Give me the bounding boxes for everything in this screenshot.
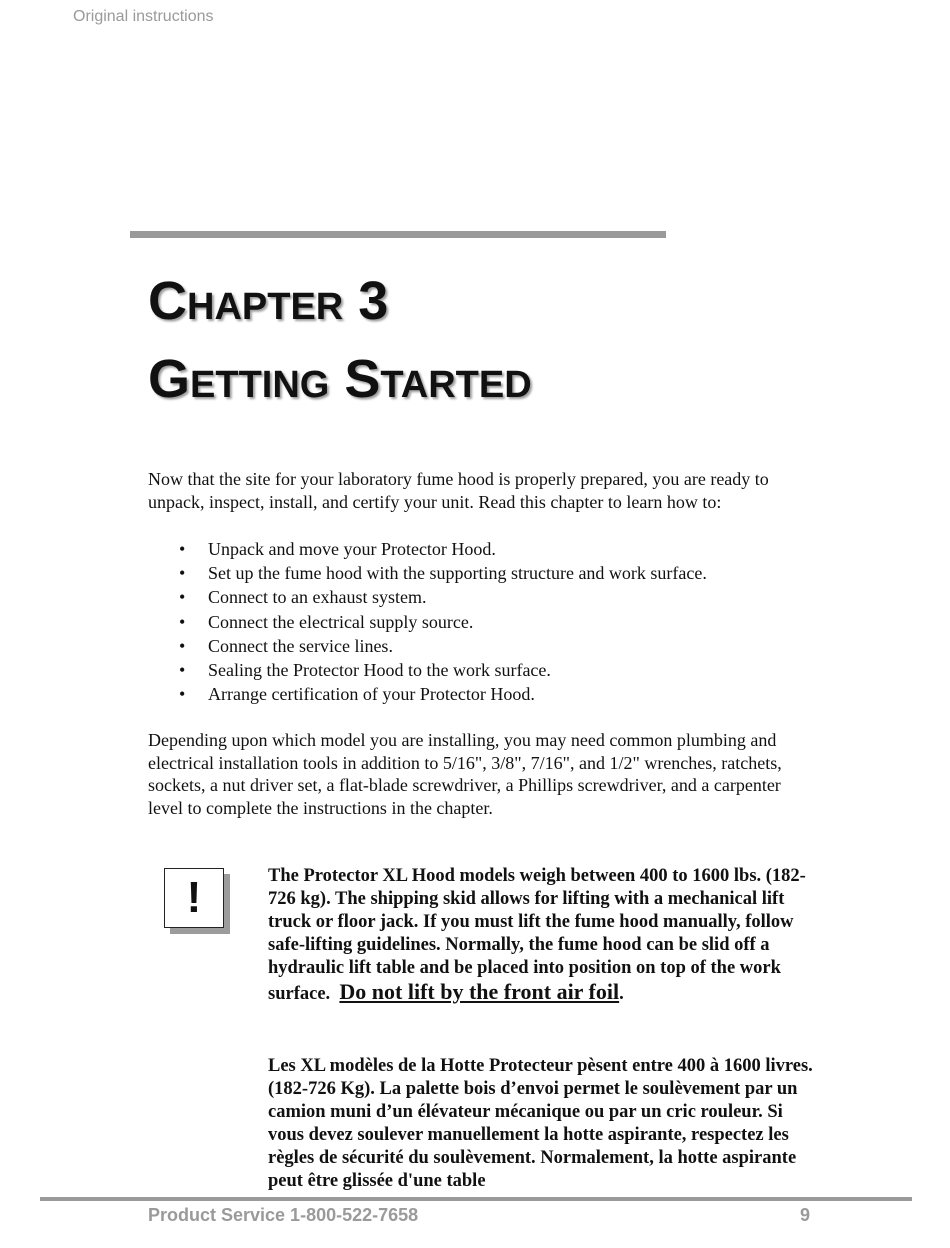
chapter-title-heading — [148, 349, 532, 409]
chapter-rule — [130, 231, 666, 238]
list-item-text: Connect to an exhaust system. — [208, 587, 427, 608]
heading-cap-c: C — [148, 271, 187, 331]
list-item-text: Connect the electrical supply source. — [208, 611, 474, 632]
list-item — [148, 585, 808, 609]
heading-rest-hapter: HAPTER — [187, 286, 344, 328]
warning-french: Les XL modèles de la Hotte Protecteur pèsent entre 400 à 1600 livres. (182-726 Kg). La palette bois d’envoi permet le soulèvement par un camion muni d’un élévateur mécanique ou par un cric rouleur. Si vous devez soulever manuellement la hotte aspirante, respectez les règles de sécurité du soulèvement. Normalement, la hotte aspirante peut être glissée d'une table — [268, 1056, 813, 1191]
heading-rest-tarted: TARTED — [380, 364, 532, 406]
list-item-text: Unpack and move your Protector Hood. — [208, 539, 496, 559]
task-list — [148, 537, 808, 706]
heading-chapter-number: 3 — [358, 271, 389, 331]
list-item — [148, 561, 808, 585]
chapter-number-heading — [148, 271, 389, 331]
intro-paragraph: Now that the site for your laboratory fume hood is properly prepared, you are ready to unpack, inspect, install, and certify your unit. Read this chapter to learn how to: — [148, 469, 769, 512]
list-item — [148, 682, 808, 706]
warning-english-end: . — [619, 984, 624, 1004]
list-item-text: Arrange certification of your Protector Hood. — [208, 684, 535, 705]
warning-exclamation-icon: ! — [164, 868, 224, 928]
bullet-icon: • — [179, 635, 186, 656]
heading-rest-etting: ETTING — [190, 364, 330, 406]
tools-paragraph: Depending upon which model you are installing, you may need common plumbing and electrical installation tools in addition to 5/16", 3/8", 7/16", and 1/2" wrenches, ratchets, sockets, a nut driver set, a flat-blade screwdriver, a Phillips screwdriver, and a carpenter level to complete the instructions in the chapter. — [148, 730, 782, 818]
warning-english — [268, 865, 813, 1006]
page-number: 9 — [799, 1205, 810, 1225]
bullet-icon: • — [179, 563, 186, 584]
list-item-text: Connect the service lines. — [208, 635, 393, 656]
warning-emphasis: Do not lift by the front air foil — [339, 979, 620, 1004]
heading-cap-s: S — [344, 349, 381, 409]
list-item-text: Set up the fume hood with the supporting structure and work surface. — [208, 563, 707, 584]
list-item — [148, 658, 808, 682]
bullet-icon: • — [179, 659, 186, 680]
bullet-icon: • — [179, 539, 186, 559]
heading-cap-g: G — [148, 349, 191, 409]
list-item — [148, 537, 808, 561]
warning-english-text: The Protector XL Hood models weigh between 400 to 1600 lbs. (182-726 kg). The shipping skid allows for lifting with a mechanical lift truck or floor jack. If you must lift the fume hood manually, follow safe-lifting guidelines. Normally, the fume hood can be slid off a hydraulic lift table and be placed into position on top of the work surface. — [268, 866, 806, 1004]
footer-rule — [40, 1197, 912, 1201]
list-item — [148, 634, 808, 658]
list-item-text: Sealing the Protector Hood to the work surface. — [208, 659, 551, 680]
bullet-icon: • — [179, 611, 186, 632]
bullet-icon: • — [179, 587, 186, 608]
top-note: Original instructions — [73, 8, 214, 25]
list-item — [148, 610, 808, 634]
bullet-icon: • — [179, 684, 186, 705]
footer-service-phone: Product Service 1-800-522-7658 — [148, 1205, 419, 1225]
